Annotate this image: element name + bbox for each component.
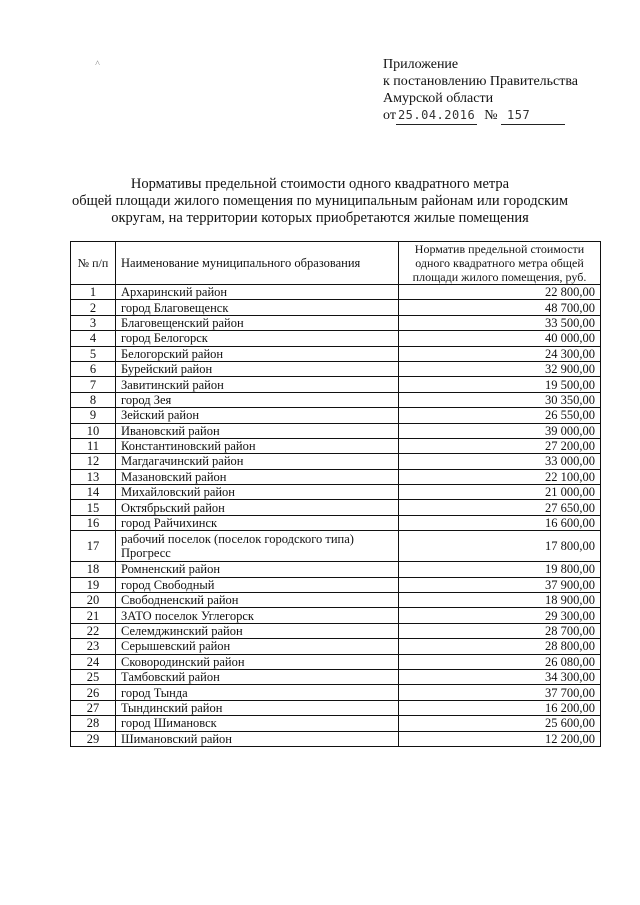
cell-name: Архаринский район: [116, 285, 399, 300]
table-row: [71, 577, 601, 592]
table-body: [71, 285, 601, 747]
cell-cost: 40 000,00: [399, 331, 601, 346]
cell-cost: 48 700,00: [399, 300, 601, 315]
title-line-3: округам, на территории которых приобретаются жилые помещения: [111, 210, 529, 226]
table-row: [71, 623, 601, 638]
cell-num: 27: [71, 700, 116, 715]
cell-num: 23: [71, 639, 116, 654]
cell-num: 16: [71, 515, 116, 530]
table-row: [71, 593, 601, 608]
cell-name: Магдагачинский район: [116, 454, 399, 469]
table-header-row: [71, 242, 601, 285]
table-row: [71, 423, 601, 438]
cell-num: 18: [71, 562, 116, 577]
cell-name: город Белогорск: [116, 331, 399, 346]
cell-name: Завитинский район: [116, 377, 399, 392]
cell-num: 3: [71, 315, 116, 330]
cell-cost: 24 300,00: [399, 346, 601, 361]
cell-num: 2: [71, 300, 116, 315]
cell-num: 6: [71, 361, 116, 376]
cell-cost: 16 600,00: [399, 515, 601, 530]
cell-cost: 37 700,00: [399, 685, 601, 700]
cell-cost: 30 350,00: [399, 392, 601, 407]
table-row: [71, 531, 601, 562]
cell-cost: 22 800,00: [399, 285, 601, 300]
cell-cost: 26 080,00: [399, 654, 601, 669]
cell-num: 12: [71, 454, 116, 469]
header-num: № п/п: [71, 242, 116, 285]
table-row: [71, 408, 601, 423]
cell-num: 15: [71, 500, 116, 515]
cell-cost: 32 900,00: [399, 361, 601, 376]
cell-name: Зейский район: [116, 408, 399, 423]
title-line-1: Нормативы предельной стоимости одного квадратного метра: [130, 176, 510, 192]
cell-num: 5: [71, 346, 116, 361]
scan-speck: ˄: [95, 58, 101, 68]
cell-cost: 27 650,00: [399, 500, 601, 515]
table-row: [71, 454, 601, 469]
title-line-2: общей площади жилого помещения по муниципальным районам или городским: [71, 193, 569, 209]
cell-name: Белогорский район: [116, 346, 399, 361]
cell-cost: 28 700,00: [399, 623, 601, 638]
document-title: [30, 176, 610, 227]
cell-cost: 22 100,00: [399, 469, 601, 484]
cell-num: 28: [71, 716, 116, 731]
cell-name: город Шимановск: [116, 716, 399, 731]
cell-name: город Благовещенск: [116, 300, 399, 315]
cell-cost: 18 900,00: [399, 593, 601, 608]
cell-name: ЗАТО поселок Углегорск: [116, 608, 399, 623]
cell-num: 25: [71, 669, 116, 684]
norms-table: [70, 241, 601, 747]
cell-name: Константиновский район: [116, 438, 399, 453]
table-row: [71, 331, 601, 346]
cell-num: 14: [71, 485, 116, 500]
cell-cost: 34 300,00: [399, 669, 601, 684]
header-cost: Норматив предельной стоимости одного квадратного метра общей площади жилого помещения, руб.: [399, 242, 601, 285]
table-row: [71, 639, 601, 654]
cell-name: Ромненский район: [116, 562, 399, 577]
cell-num: 7: [71, 377, 116, 392]
cell-cost: 25 600,00: [399, 716, 601, 731]
cell-cost: 33 000,00: [399, 454, 601, 469]
appendix-header: [383, 56, 578, 125]
cell-num: 22: [71, 623, 116, 638]
cell-name: рабочий поселок (поселок городского типа) Прогресс: [116, 531, 399, 562]
table-row: [71, 377, 601, 392]
cell-name: Михайловский район: [116, 485, 399, 500]
cell-cost: 33 500,00: [399, 315, 601, 330]
appendix-line-2: к постановлению Правительства: [383, 74, 579, 89]
cell-name: Шимановский район: [116, 731, 399, 746]
cell-cost: 21 000,00: [399, 485, 601, 500]
number-label: №: [484, 108, 498, 123]
cell-cost: 19 500,00: [399, 377, 601, 392]
cell-num: 11: [71, 438, 116, 453]
appendix-line-3: Амурской области: [383, 91, 494, 106]
date-prefix: от: [383, 108, 396, 123]
cell-name: город Тында: [116, 685, 399, 700]
cell-name: город Райчихинск: [116, 515, 399, 530]
cell-num: 24: [71, 654, 116, 669]
cell-name: Тамбовский район: [116, 669, 399, 684]
cell-cost: 28 800,00: [399, 639, 601, 654]
cell-num: 21: [71, 608, 116, 623]
appendix-line-1: Приложение: [383, 57, 459, 72]
cell-name: Бурейский район: [116, 361, 399, 376]
table-row: [71, 700, 601, 715]
cell-name: Ивановский район: [116, 423, 399, 438]
cell-cost: 12 200,00: [399, 731, 601, 746]
cell-name: Мазановский район: [116, 469, 399, 484]
appendix-date-line: [383, 107, 578, 125]
cell-num: 9: [71, 408, 116, 423]
cell-num: 13: [71, 469, 116, 484]
header-name: Наименование муниципального образования: [116, 242, 399, 285]
cell-name: Благовещенский район: [116, 315, 399, 330]
cell-num: 17: [71, 531, 116, 562]
number-value: 157: [501, 107, 565, 125]
cell-num: 4: [71, 331, 116, 346]
cell-cost: 26 550,00: [399, 408, 601, 423]
table-row: [71, 500, 601, 515]
table-row: [71, 438, 601, 453]
cell-name: Сковородинский район: [116, 654, 399, 669]
cell-name: Октябрьский район: [116, 500, 399, 515]
cell-name: город Свободный: [116, 577, 399, 592]
cell-num: 29: [71, 731, 116, 746]
cell-cost: 19 800,00: [399, 562, 601, 577]
cell-num: 1: [71, 285, 116, 300]
cell-num: 8: [71, 392, 116, 407]
cell-num: 26: [71, 685, 116, 700]
table-row: [71, 716, 601, 731]
cell-name: Тындинский район: [116, 700, 399, 715]
cell-cost: 16 200,00: [399, 700, 601, 715]
table-row: [71, 515, 601, 530]
table-row: [71, 654, 601, 669]
cell-name: Селемджинский район: [116, 623, 399, 638]
table-row: [71, 562, 601, 577]
cell-cost: 17 800,00: [399, 531, 601, 562]
table-row: [71, 315, 601, 330]
cell-cost: 27 200,00: [399, 438, 601, 453]
table-row: [71, 300, 601, 315]
table-row: [71, 608, 601, 623]
table-row: [71, 285, 601, 300]
cell-name: Серышевский район: [116, 639, 399, 654]
table-row: [71, 669, 601, 684]
cell-name: Свободненский район: [116, 593, 399, 608]
date-value: 25.04.2016: [396, 107, 477, 125]
table-row: [71, 346, 601, 361]
table-row: [71, 731, 601, 746]
table-row: [71, 469, 601, 484]
table-row: [71, 392, 601, 407]
table-row: [71, 361, 601, 376]
cell-num: 10: [71, 423, 116, 438]
table-row: [71, 485, 601, 500]
table-row: [71, 685, 601, 700]
cell-cost: 37 900,00: [399, 577, 601, 592]
cell-num: 20: [71, 593, 116, 608]
cell-name: город Зея: [116, 392, 399, 407]
cell-cost: 29 300,00: [399, 608, 601, 623]
cell-cost: 39 000,00: [399, 423, 601, 438]
cell-num: 19: [71, 577, 116, 592]
